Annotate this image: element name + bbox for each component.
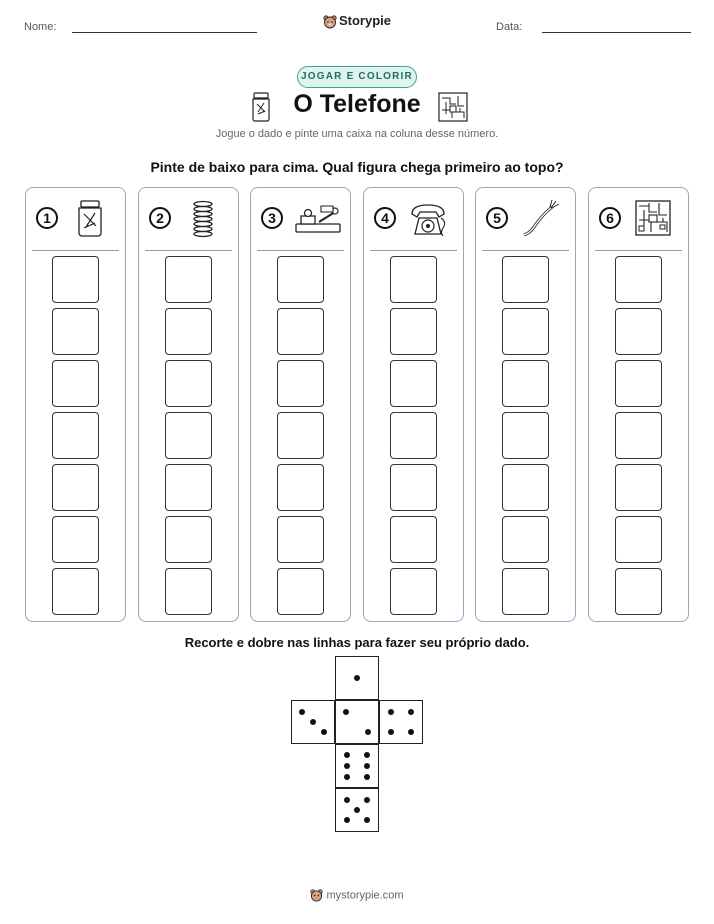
color-box[interactable] [277,464,324,511]
die-pip [408,709,414,715]
color-box[interactable] [52,256,99,303]
color-box[interactable] [615,412,662,459]
die-face-5 [335,788,379,832]
activity-tag: JOGAR E COLORIR [297,66,417,88]
color-box[interactable] [390,516,437,563]
die-pip [344,774,350,780]
die-pip [388,709,394,715]
color-box[interactable] [52,516,99,563]
bear-logo-icon [310,889,323,902]
rotary-phone-icon [408,198,448,238]
color-box[interactable] [277,568,324,615]
color-box[interactable] [165,412,212,459]
color-box[interactable] [277,360,324,407]
die-face-4 [379,700,423,744]
color-box[interactable] [502,360,549,407]
jar-icon [70,198,110,238]
bear-logo-icon [323,15,337,29]
color-box[interactable] [165,360,212,407]
date-line[interactable] [542,32,691,33]
color-box[interactable] [52,568,99,615]
color-box[interactable] [390,256,437,303]
color-box[interactable] [165,308,212,355]
name-line[interactable] [72,32,257,33]
color-box[interactable] [615,516,662,563]
die-face-6 [335,744,379,788]
color-box[interactable] [165,256,212,303]
die-pip [365,729,371,735]
column-number: 3 [261,207,283,229]
die-pip [364,763,370,769]
column-number: 4 [374,207,396,229]
die-pip [343,709,349,715]
spring-icon [183,198,223,238]
die-pip [364,817,370,823]
color-box[interactable] [165,568,212,615]
color-box[interactable] [502,516,549,563]
color-box[interactable] [165,516,212,563]
column-divider [257,250,344,251]
color-box[interactable] [277,256,324,303]
wire-icon [520,198,560,238]
column-2 [138,187,239,622]
cut-instruction: Recorte e dobre nas linhas para fazer seu próprio dado. [184,635,530,650]
footer [0,889,714,902]
color-box[interactable] [615,308,662,355]
color-box[interactable] [615,568,662,615]
color-box[interactable] [502,464,549,511]
color-box[interactable] [165,464,212,511]
column-number: 6 [599,207,621,229]
color-box[interactable] [615,464,662,511]
color-box[interactable] [277,308,324,355]
color-box[interactable] [390,360,437,407]
footer-url[interactable]: mystorypie.com [326,889,404,902]
color-box[interactable] [390,464,437,511]
color-box[interactable] [502,568,549,615]
die-pip [321,729,327,735]
die-pip [364,752,370,758]
die-pip [354,807,360,813]
column-divider [32,250,119,251]
column-1 [25,187,126,622]
brand-logo [0,13,714,29]
die-pip [310,719,316,725]
color-box[interactable] [52,412,99,459]
die-pip [388,729,394,735]
brand-name: Storypie [338,13,391,28]
page-title: O Telefone [293,90,421,118]
column-divider [145,250,232,251]
color-box[interactable] [52,360,99,407]
column-6 [588,187,689,622]
die-pip [408,729,414,735]
color-box[interactable] [277,412,324,459]
color-box[interactable] [615,256,662,303]
column-number: 2 [149,207,171,229]
subtitle: Jogue o dado e pinte uma caixa na coluna desse número. [215,128,499,140]
color-box[interactable] [52,464,99,511]
circuit-board-icon [633,198,673,238]
color-box[interactable] [390,308,437,355]
die-face-2 [335,700,379,744]
die-pip [364,797,370,803]
die-pip [344,817,350,823]
column-4 [363,187,464,622]
color-box[interactable] [502,308,549,355]
color-box[interactable] [390,568,437,615]
die-pip [299,709,305,715]
column-3 [250,187,351,622]
color-box[interactable] [502,256,549,303]
instruction: Pinte de baixo para cima. Qual figura chega primeiro ao topo? [150,159,564,175]
die-pip [344,752,350,758]
column-5 [475,187,576,622]
column-divider [482,250,569,251]
die-pip [344,797,350,803]
column-divider [370,250,457,251]
die-pip [344,763,350,769]
die-pip [354,675,360,681]
column-number: 5 [486,207,508,229]
color-box[interactable] [502,412,549,459]
color-box[interactable] [52,308,99,355]
color-box[interactable] [390,412,437,459]
color-box[interactable] [277,516,324,563]
column-divider [595,250,682,251]
telegraph-icon [293,198,343,238]
die-face-1 [335,656,379,700]
color-box[interactable] [615,360,662,407]
column-number: 1 [36,207,58,229]
die-pip [364,774,370,780]
circuit-title-icon [438,92,468,122]
die-face-3 [291,700,335,744]
date-label: Data: [496,21,523,33]
name-label: Nome: [24,21,57,33]
